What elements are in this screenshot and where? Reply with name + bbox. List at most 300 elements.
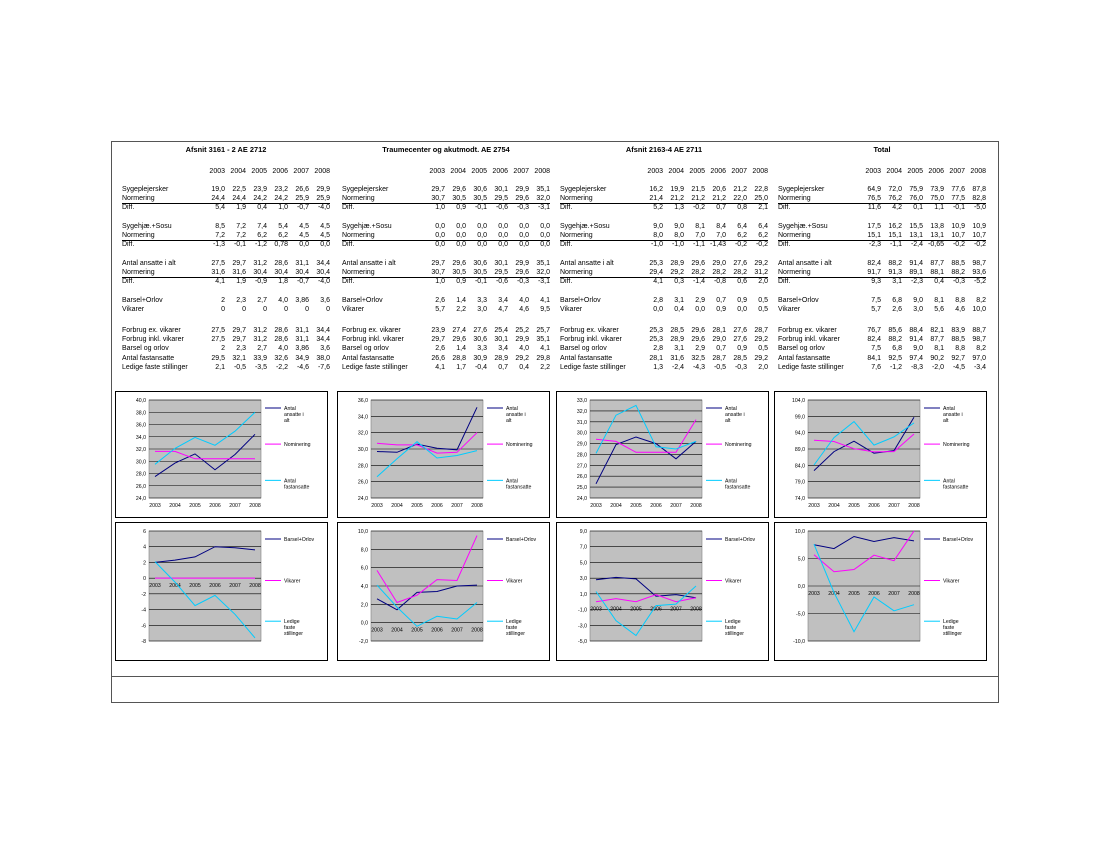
value-cell: 2,3 (236, 297, 246, 304)
row-values (642, 305, 768, 314)
value-cell: 32,0 (536, 269, 550, 277)
legend-label: Antal fastansatte (943, 478, 969, 491)
value-cell: 27,5 (211, 260, 225, 267)
value-cell: -0,7 (296, 278, 309, 286)
x-tick-label: 2005 (848, 591, 860, 597)
row-values (860, 185, 986, 194)
section-title: Total (873, 145, 891, 154)
chart-svg (338, 523, 551, 662)
value-cell: 16,2 (649, 186, 663, 193)
year-label: 2007 (949, 168, 965, 175)
value-cell: 0,0 (477, 241, 487, 249)
row-label: Vikarer (778, 306, 801, 314)
row-label: Sygehjæ.+Sosu (122, 223, 172, 230)
y-tick-label: 94,0 (794, 430, 805, 437)
y-tick-label: 29,0 (576, 441, 587, 448)
value-cell: 76,0 (909, 195, 923, 203)
value-cell: 23,9 (431, 327, 445, 334)
footer-divider (111, 676, 999, 677)
value-cell: 27,5 (211, 336, 225, 344)
y-tick-label: 4,0 (360, 584, 368, 590)
value-cell: 0,9 (737, 345, 747, 353)
value-cell: 0,0 (299, 241, 309, 249)
x-tick-label: 2007 (670, 503, 682, 509)
value-cell: 0 (284, 306, 288, 314)
y-tick-label: 32,0 (576, 408, 587, 415)
value-cell: 3,6 (320, 345, 330, 353)
row-label: Ledige faste stillinger (342, 363, 408, 371)
chart-svg (557, 523, 770, 662)
row-values (204, 259, 330, 268)
legend-label: Nominering (284, 442, 311, 449)
row-values (204, 222, 330, 231)
value-cell: 0 (305, 306, 309, 314)
legend-label: Vikarer (943, 578, 960, 585)
value-cell: 0,7 (716, 297, 726, 304)
row-values (642, 354, 768, 363)
row-values (860, 231, 986, 240)
value-cell: -7,6 (317, 363, 330, 371)
value-cell: 17,5 (867, 223, 881, 230)
value-cell: 30,5 (452, 269, 466, 277)
value-cell: 7,4 (257, 223, 267, 230)
row-label: Normering (560, 232, 593, 240)
x-tick-label: 2003 (590, 606, 602, 613)
value-cell: 76,5 (867, 195, 881, 203)
value-cell: 1,1 (934, 204, 944, 212)
value-cell: 0,0 (435, 232, 445, 240)
value-cell: 8,5 (215, 223, 225, 230)
value-cell: 2,2 (456, 306, 466, 314)
value-cell: 29,9 (316, 186, 330, 193)
value-cell: 38,0 (316, 354, 330, 362)
row-values (642, 335, 768, 344)
section-block (122, 145, 330, 385)
value-cell: 25,4 (494, 327, 508, 334)
table-row (560, 240, 768, 249)
y-tick-label: -4 (141, 607, 146, 614)
table-row (778, 259, 986, 268)
value-cell: 82,4 (867, 260, 881, 267)
y-tick-label: 0 (143, 576, 146, 583)
row-values (424, 296, 550, 305)
x-tick-label: 2003 (371, 503, 383, 509)
table-row (778, 326, 986, 335)
table-row (778, 296, 986, 305)
row-label: Sygehjæ.+Sosu (778, 223, 828, 230)
value-cell: 84,1 (867, 354, 881, 362)
section-block (778, 145, 986, 385)
value-cell: 28,6 (274, 336, 288, 344)
section-block (560, 145, 768, 385)
value-cell: 29,9 (515, 336, 529, 344)
value-cell: 2,7 (257, 345, 267, 353)
value-cell: -2,3 (868, 241, 881, 249)
legend-label: Nominering (943, 442, 970, 449)
value-cell: 21,5 (691, 186, 705, 193)
value-cell: 6,8 (892, 297, 902, 304)
year-label: 2005 (251, 168, 267, 175)
value-cell: 7,6 (871, 363, 881, 371)
table-row (342, 354, 550, 363)
year-label: 2003 (647, 168, 663, 175)
value-cell: 98,7 (972, 260, 986, 267)
value-cell: 2,1 (758, 204, 768, 212)
table-row (778, 277, 986, 286)
table-row (778, 222, 986, 231)
y-tick-label: -5,0 (578, 639, 587, 645)
row-label: Forbrug ex. vikarer (342, 327, 401, 334)
table-row (122, 203, 330, 212)
row-values (204, 326, 330, 335)
row-label: Barsel og orlov (122, 345, 169, 353)
value-cell: 0,7 (716, 204, 726, 212)
y-tick-label: 30,0 (135, 459, 146, 466)
row-values (860, 305, 986, 314)
table-row (560, 277, 768, 286)
value-cell: 29,6 (452, 336, 466, 344)
value-cell: 29,7 (431, 336, 445, 344)
value-cell: 82,4 (867, 336, 881, 344)
row-label: Barsel og orlov (560, 345, 607, 353)
value-cell: 72,0 (888, 186, 902, 193)
legend-label: Antal fastansatte (284, 478, 310, 491)
value-cell: 4,1 (540, 297, 550, 304)
value-cell: 1,8 (278, 278, 288, 286)
x-tick-label: 2005 (189, 583, 201, 590)
value-cell: 4,6 (955, 306, 965, 314)
year-label: 2004 (886, 168, 902, 175)
row-label: Forbrug inkl. vikarer (342, 336, 404, 344)
value-cell: 1,9 (236, 278, 246, 286)
table-row (560, 296, 768, 305)
value-cell: 6,4 (737, 223, 747, 230)
row-label: Antal fastansatte (560, 354, 613, 362)
value-cell: 5,4 (278, 223, 288, 230)
value-cell: 6,4 (758, 223, 768, 230)
value-cell: -0,3 (516, 204, 529, 212)
y-tick-label: -3,0 (578, 623, 587, 630)
row-label: Sygehjæ.+Sosu (560, 223, 610, 230)
row-values (860, 354, 986, 363)
value-cell: 20,6 (712, 186, 726, 193)
value-cell: -2,0 (931, 363, 944, 371)
row-label: Diff. (122, 241, 135, 249)
value-cell: 31,2 (754, 269, 768, 277)
value-cell: 10,7 (972, 232, 986, 240)
table-row (342, 222, 550, 231)
y-tick-label: 2,0 (360, 602, 368, 609)
value-cell: 30,7 (431, 195, 445, 203)
value-cell: 27,6 (733, 260, 747, 267)
value-cell: 77,5 (951, 195, 965, 203)
y-tick-label: 3,0 (579, 576, 587, 583)
value-cell: 19,9 (670, 186, 684, 193)
row-label: Sygeplejersker (560, 186, 607, 193)
row-label: Antal fastansatte (122, 354, 175, 362)
value-cell: 29,2 (754, 336, 768, 344)
row-label: Normering (122, 232, 155, 240)
value-cell: 29,8 (536, 354, 550, 362)
value-cell: 30,4 (316, 269, 330, 277)
value-cell: 7,2 (215, 232, 225, 240)
value-cell: 26,6 (431, 354, 445, 362)
value-cell: 4,6 (519, 306, 529, 314)
value-cell: 29,6 (515, 269, 529, 277)
value-cell: -4,5 (952, 363, 965, 371)
x-tick-label: 2008 (249, 583, 261, 590)
value-cell: 33,9 (253, 354, 267, 362)
value-cell: 15,1 (867, 232, 881, 240)
y-tick-label: 79,0 (794, 479, 805, 486)
value-cell: 21,2 (712, 195, 726, 203)
value-cell: 30,1 (494, 186, 508, 193)
table-row (778, 344, 986, 353)
y-tick-label: 33,0 (576, 398, 587, 404)
value-cell: 0,0 (435, 223, 445, 230)
value-cell: 88,2 (888, 336, 902, 344)
table-row (560, 335, 768, 344)
year-label: 2007 (293, 168, 309, 175)
value-cell: 2,1 (215, 363, 225, 371)
row-values (860, 240, 986, 249)
value-cell: 8,8 (955, 297, 965, 304)
value-cell: 21,4 (649, 195, 663, 203)
value-cell: 1,4 (456, 297, 466, 304)
leave-chart (556, 522, 769, 661)
y-tick-label: -5,0 (796, 611, 805, 618)
year-label: 2006 (928, 168, 944, 175)
row-values (642, 344, 768, 353)
value-cell: -3,1 (537, 278, 550, 286)
y-tick-label: 31,0 (576, 419, 587, 426)
row-label: Normering (778, 195, 811, 203)
value-cell: -1,0 (650, 241, 663, 249)
value-cell: 0,0 (653, 306, 663, 314)
value-cell: 35,1 (536, 260, 550, 267)
table-row (778, 363, 986, 372)
value-cell: 28,2 (691, 269, 705, 277)
value-cell: 0,7 (498, 363, 508, 371)
value-cell: 31,1 (295, 327, 309, 334)
value-cell: 32,6 (274, 354, 288, 362)
year-label: 2004 (230, 168, 246, 175)
x-tick-label: 2007 (451, 627, 463, 634)
table-row (560, 203, 768, 212)
row-label: Normering (778, 269, 811, 277)
row-label: Diff. (560, 204, 573, 212)
x-tick-label: 2004 (610, 503, 622, 509)
value-cell: 3,1 (674, 297, 684, 304)
value-cell: 13,8 (930, 223, 944, 230)
value-cell: 2,8 (653, 297, 663, 304)
value-cell: 0,0 (320, 241, 330, 249)
year-label: 2003 (209, 168, 225, 175)
value-cell: 0,5 (758, 306, 768, 314)
y-tick-label: 104,0 (792, 398, 805, 404)
row-values (204, 277, 330, 286)
row-values (424, 240, 550, 249)
y-tick-label: 6 (143, 529, 146, 535)
value-cell: 29,6 (691, 336, 705, 344)
x-tick-label: 2006 (650, 503, 662, 509)
row-label: Forbrug ex. vikarer (122, 327, 181, 334)
value-cell: 2 (221, 345, 225, 353)
value-cell: 7,0 (695, 232, 705, 240)
x-tick-label: 2008 (471, 627, 483, 634)
value-cell: 4,1 (435, 363, 445, 371)
value-cell: 3,0 (913, 306, 923, 314)
row-values (642, 277, 768, 286)
value-cell: 29,6 (452, 186, 466, 193)
row-values (204, 296, 330, 305)
value-cell: 0,3 (674, 278, 684, 286)
year-header (424, 167, 550, 176)
x-tick-label: 2003 (590, 503, 602, 509)
value-cell: 4,1 (215, 278, 225, 286)
value-cell: 15,5 (909, 223, 923, 230)
x-tick-label: 2007 (888, 503, 900, 509)
y-tick-label: 10,0 (794, 529, 805, 535)
value-cell: 27,6 (733, 336, 747, 344)
y-tick-label: 26,0 (576, 474, 587, 481)
value-cell: 82,1 (930, 327, 944, 334)
value-cell: 0 (242, 306, 246, 314)
row-values (424, 363, 550, 372)
table-row (342, 277, 550, 286)
year-label: 2006 (492, 168, 508, 175)
table-row (342, 185, 550, 194)
row-label: Antal ansatte i alt (778, 260, 832, 267)
value-cell: -0,8 (713, 278, 726, 286)
value-cell: 34,4 (316, 327, 330, 334)
value-cell: 7,0 (716, 232, 726, 240)
row-values (204, 344, 330, 353)
value-cell: 2 (221, 297, 225, 304)
legend-label: Antal ansatte i alt (506, 406, 526, 424)
row-values (860, 335, 986, 344)
row-values (860, 296, 986, 305)
value-cell: -4,3 (692, 363, 705, 371)
section-title: Afsnit 3161 - 2 AE 2712 (185, 145, 267, 154)
value-cell: 27,6 (473, 327, 487, 334)
value-cell: 29,0 (712, 260, 726, 267)
value-cell: 88,4 (909, 327, 923, 334)
value-cell: -0,1 (474, 204, 487, 212)
value-cell: -5,0 (973, 204, 986, 212)
value-cell: -5,2 (973, 278, 986, 286)
value-cell: 0,9 (456, 204, 466, 212)
x-tick-label: 2006 (431, 627, 443, 634)
value-cell: 0,5 (758, 297, 768, 304)
value-cell: 0,0 (737, 306, 747, 314)
row-label: Normering (560, 195, 593, 203)
legend-label: Barsel+Orlov (506, 537, 537, 543)
row-label: Sygehjæ.+Sosu (342, 223, 392, 230)
row-values (860, 326, 986, 335)
value-cell: 23,9 (253, 186, 267, 193)
value-cell: 3,1 (892, 278, 902, 286)
value-cell: -0,4 (474, 363, 487, 371)
value-cell: 0 (221, 306, 225, 314)
y-tick-label: 99,0 (794, 414, 805, 421)
value-cell: 32,5 (691, 354, 705, 362)
year-label: 2005 (689, 168, 705, 175)
value-cell: 4,5 (299, 232, 309, 240)
x-tick-label: 2005 (848, 503, 860, 509)
value-cell: 91,7 (867, 269, 881, 277)
y-tick-label: 34,0 (135, 434, 146, 441)
value-cell: 9,0 (913, 297, 923, 304)
value-cell: 29,7 (232, 260, 246, 267)
row-values (642, 259, 768, 268)
legend-label: Ledige faste stillinger (284, 619, 304, 638)
legend-label: Nominering (506, 442, 533, 449)
value-cell: 28,8 (452, 354, 466, 362)
x-tick-label: 2003 (371, 627, 383, 634)
value-cell: 30,1 (494, 336, 508, 344)
value-cell: 35,1 (536, 336, 550, 344)
value-cell: -0,3 (952, 278, 965, 286)
value-cell: -1,2 (254, 241, 267, 249)
x-tick-label: 2008 (690, 606, 702, 613)
value-cell: 28,9 (670, 336, 684, 344)
value-cell: 2,6 (892, 306, 902, 314)
section-title: Traumecenter og akutmodt. AE 2754 (382, 145, 510, 154)
value-cell: 0,0 (695, 306, 705, 314)
row-values (642, 326, 768, 335)
value-cell: 88,1 (930, 269, 944, 277)
legend-label: Antal ansatte i alt (943, 406, 963, 424)
table-row (342, 305, 550, 314)
value-cell: 3,3 (477, 345, 487, 353)
table-row (122, 222, 330, 231)
value-cell: 10,0 (972, 306, 986, 314)
x-tick-label: 2008 (908, 503, 920, 509)
x-tick-label: 2006 (431, 503, 443, 509)
value-cell: 22,8 (754, 186, 768, 193)
value-cell: 0,0 (456, 241, 466, 249)
value-cell: 31,1 (295, 336, 309, 344)
value-cell: 0,5 (758, 345, 768, 353)
value-cell: -1,1 (692, 241, 705, 249)
row-label: Diff. (560, 278, 573, 286)
value-cell: 1,0 (435, 204, 445, 212)
row-values (204, 231, 330, 240)
value-cell: 22,5 (232, 186, 246, 193)
value-cell: 2,0 (758, 363, 768, 371)
row-label: Diff. (342, 278, 355, 286)
value-cell: 3,86 (295, 297, 309, 304)
value-cell: 87,7 (930, 260, 944, 267)
row-label: Barsel+Orlov (560, 297, 601, 304)
row-label: Sygeplejersker (778, 186, 825, 193)
value-cell: 27,5 (211, 327, 225, 334)
row-values (860, 268, 986, 277)
value-cell: -0,5 (713, 363, 726, 371)
value-cell: 97,4 (909, 354, 923, 362)
value-cell: 9,3 (871, 278, 881, 286)
value-cell: 28,9 (670, 260, 684, 267)
x-tick-label: 2003 (808, 591, 820, 597)
legend-label: Barsel+Orlov (943, 537, 974, 543)
value-cell: -0,2 (692, 204, 705, 212)
value-cell: 2,9 (695, 345, 705, 353)
value-cell: 29,9 (515, 260, 529, 267)
value-cell: 13,1 (930, 232, 944, 240)
table-row (122, 326, 330, 335)
row-values (424, 354, 550, 363)
